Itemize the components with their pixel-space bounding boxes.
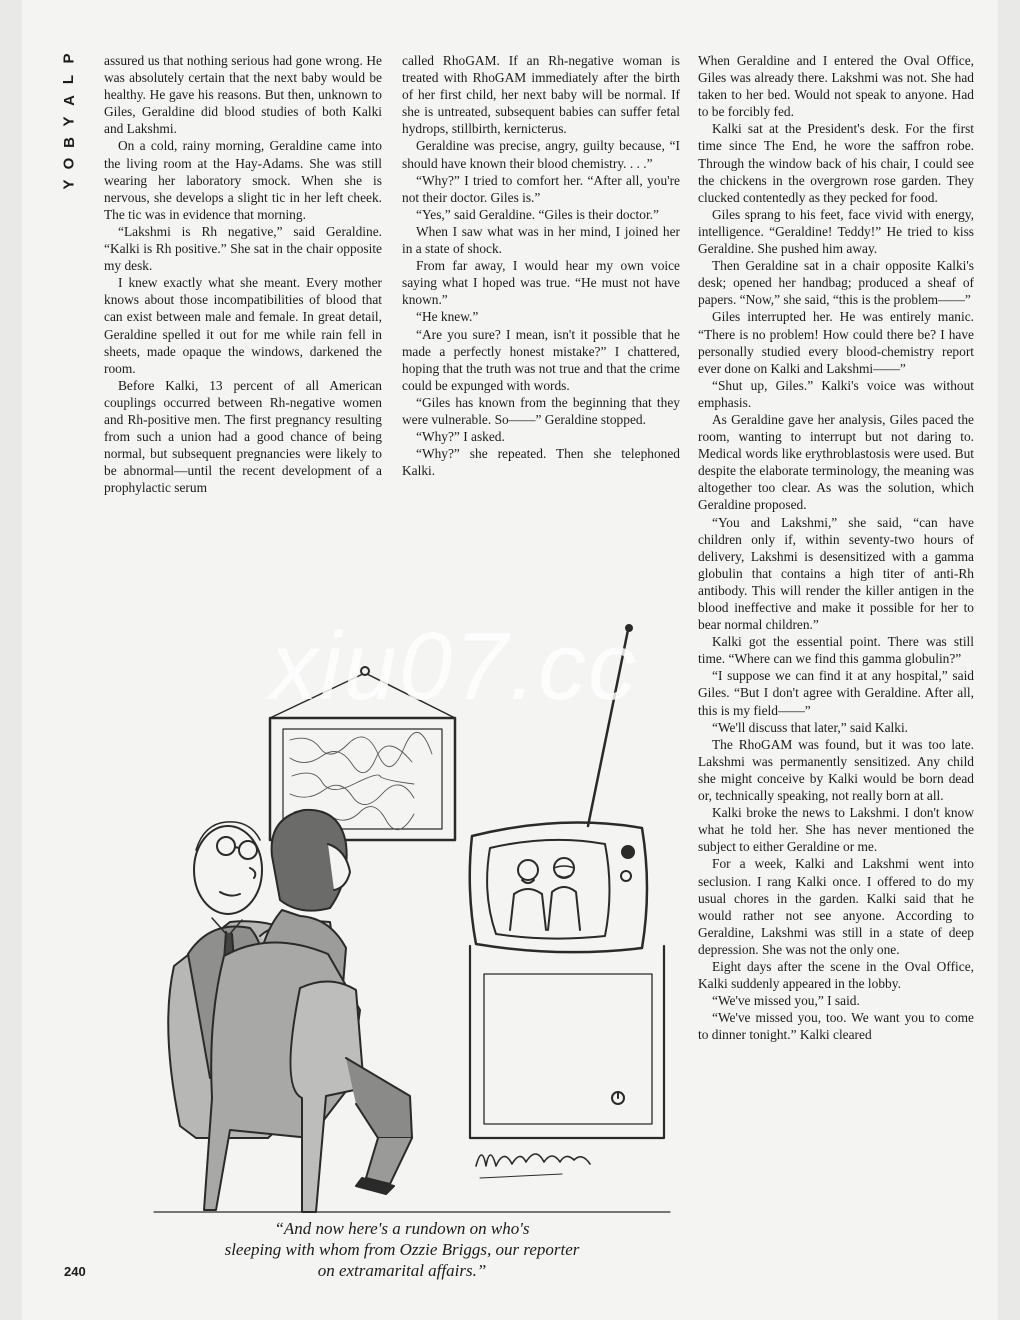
paragraph: called RhoGAM. If an Rh-negative woman is treated with RhoGAM immediately after the birth of her first child, her next baby will be normal. If she is untreated, subsequent babies can suffer fetal hydrops, stillbirth, kernicterus. [402,53,680,137]
text-column-1 [104,52,382,496]
paragraph: Giles interrupted her. He was entirely manic. “There is no problem! How could there be? I have personally studied every blood-chemistry report ever done on Kalki and Lakshmi——” [698,309,974,376]
paragraph: When I saw what was in her mind, I joined her in a state of shock. [402,223,680,257]
paragraph: assured us that nothing serious had gone wrong. He was absolutely certain that the next baby would be healthy. He gave his reasons. But then, unknown to Giles, Geraldine did blood studies of both Kalki and Lakshmi. [104,53,382,137]
paragraph: “Are you sure? I mean, isn't it possible that he made a perfectly honest mistake?” I chattered, hoping that the truth was not true and that the crime could be expunged with words. [402,326,680,393]
paragraph: “Shut up, Giles.” Kalki's voice was without emphasis. [698,377,974,410]
paragraph: From far away, I would hear my own voice saying what I hoped was true. “He must not have known.” [402,258,680,308]
running-header-letter: L [60,74,78,85]
paragraph: Eight days after the scene in the Oval Office, Kalki suddenly appeared in the lobby. [698,958,974,992]
paragraph: “You and Lakshmi,” she said, “can have children only if, within seventy-two hours of delivery, Lakshmi is desensitized with a gamma globulin that contains a high titer of anti-Rh antibody. This will render the killer antigen in the blood ineffective and make it possible for her to bear normal children.” [698,514,974,633]
watermark: xiu07.cc [270,613,639,720]
paragraph: Then Geraldine sat in a chair opposite Kalki's desk; opened her handbag; produced a sheaf of papers. “Now,” she said, “this is the problem——” [698,258,974,308]
paragraph: Kalki broke the news to Lakshmi. I don't know what he told her. She has never mentioned the subject to either Geraldine or me. [698,805,974,855]
paragraph: Geraldine was precise, angry, guilty because, “I should have known their blood chemistry. . . .” [402,138,680,171]
paragraph: “We've missed you, too. We want you to come to dinner tonight.” Kalki cleared [698,1010,974,1043]
running-header-letter: P [60,53,78,64]
cartoon-illustration [150,618,680,1218]
running-header-letter: B [60,137,78,148]
paragraph: On a cold, rainy morning, Geraldine came into the living room at the Hay-Adams. She was still wearing her laboratory smock. When she is nervous, she develops a slight tic in her left cheek. The tic was in evidence that morning. [104,138,382,222]
paragraph: Kalki got the essential point. There was still time. “Where can we find this gamma globulin?” [698,634,974,667]
running-header-playboy [56,48,82,195]
running-header-letter: A [60,95,78,106]
paragraph: For a week, Kalki and Lakshmi went into seclusion. I rang Kalki once. I offered to do my usual chores in the garden. Kalki said that he would rather not see anyone. According to Geraldine, Lakshmi was still in a state of deep depression. She was not the only one. [698,856,974,957]
paragraph: I knew exactly what she meant. Every mother knows about those incompatibilities of blood that can exist between male and female. In great detail, Geraldine spelled it out for me while rain fell in sheets, made opaque the windows, darkened the room. [104,275,382,376]
caption-line: sleeping with whom from Ozzie Briggs, our reporter [224,1240,580,1259]
paragraph: As Geraldine gave her analysis, Giles paced the room, wanting to interrupt but not daring to. Medical words like erythroblastosis were used. But despite the elaborate terminology, the meaning was altogether too clear. As was the solution, which Geraldine proposed. [698,411,974,513]
paragraph: “He knew.” [416,309,479,325]
paragraph: “We'll discuss that later,” said Kalki. [712,719,909,735]
paragraph: “I suppose we can find it at any hospital,” said Giles. “But I don't agree with Geraldine. After all, this is my field——” [698,668,974,718]
paragraph: “Yes,” said Geraldine. “Giles is their doctor.” [416,206,659,222]
paragraph: Kalki sat at the President's desk. For the first time since The End, he wore the saffron robe. Through the window back of his chair, I could see the chickens in the overgrown rose garden. They clucked contentedly as they pecked for food. [698,121,974,205]
paragraph: Before Kalki, 13 percent of all American couplings occurred between Rh-negative women and Rh-positive men. The first pregnancy resulting from such a union had a good chance of being normal, but subsequent pregnancies were likely to be abnormal—until the recent development of a prophylactic serum [104,377,382,496]
paragraph: “We've missed you,” I said. [712,993,860,1009]
text-column-3 [698,52,974,1282]
running-header-letter: Y [60,179,78,190]
paragraph: The RhoGAM was found, but it was too late. Lakshmi was permanently sensitized. Any child she might conceive by Kalki would be born dead or, technically speaking, not really born at all. [698,736,974,804]
magazine-page [22,0,998,1320]
paragraph: “Why?” I asked. [416,429,505,445]
text-column-2 [402,52,680,479]
paragraph: Giles sprang to his feet, face vivid with energy, intelligence. “Geraldine! Teddy!” He tried to kiss Geraldine. She pushed him away. [698,206,974,257]
paragraph: When Geraldine and I entered the Oval Office, Giles was already there. Lakshmi was not. She had taken to her bed. Would not speak to anyone. Had to be forcibly fed. [698,53,974,120]
paragraph: “Giles has known from the beginning that they were vulnerable. So——” Geraldine stopped. [402,394,680,427]
cartoon-caption [172,1218,632,1281]
caption-line: “And now here's a rundown on who's [274,1219,530,1238]
paragraph: “Why?” she repeated. Then she telephoned Kalki. [402,446,680,479]
page-number: 240 [64,1264,86,1279]
running-header-letter: O [60,157,78,170]
paragraph: “Why?” I tried to comfort her. “After all, you're not their doctor. Giles is.” [402,172,680,205]
running-header-letter: Y [60,116,78,127]
caption-line: on extramarital affairs.” [317,1261,487,1280]
paragraph: “Lakshmi is Rh negative,” said Geraldine. “Kalki is Rh positive.” She sat in the chair opposite my desk. [104,223,382,274]
